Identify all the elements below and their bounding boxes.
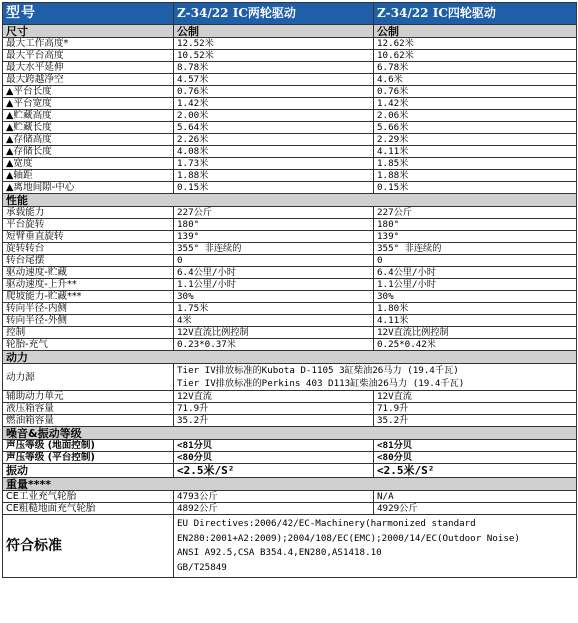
spec-label: 最大工作高度* — [3, 38, 174, 50]
spec-value-2wd: 1.88米 — [174, 170, 374, 182]
cert-line: EN280:2001+A2:2009);2004/108/EC(EMC);2000/14/EC(Outdoor Noise) — [177, 532, 520, 544]
section-noise-label: 噪音&振动等级 — [3, 427, 577, 440]
weight-group — [3, 491, 577, 515]
spec-row — [3, 440, 577, 452]
power-source-label: 动力源 — [3, 364, 174, 391]
spec-value-4wd: 12.62米 — [374, 38, 577, 50]
spec-value-4wd: N/A — [374, 491, 577, 503]
perf-group — [3, 207, 577, 351]
spec-row — [3, 464, 577, 478]
spec-value-2wd: 4892公斤 — [174, 503, 374, 515]
spec-label: 辅助动力单元 — [3, 391, 174, 403]
unit-label: 公制 — [374, 25, 577, 38]
spec-value-2wd: 2.00米 — [174, 110, 374, 122]
section-size — [3, 25, 577, 38]
spec-value-4wd: 355° 非连续的 — [374, 243, 577, 255]
spec-value-4wd: 139° — [374, 231, 577, 243]
spec-row — [3, 207, 577, 219]
spec-label: 最大平台高度 — [3, 50, 174, 62]
section-performance — [3, 194, 577, 207]
spec-row — [3, 291, 577, 303]
spec-value-4wd: 0.15米 — [374, 182, 577, 194]
spec-label: CE粗糙地面充气轮胎 — [3, 503, 174, 515]
spec-value-2wd: 4.57米 — [174, 74, 374, 86]
spec-value-2wd: 30% — [174, 291, 374, 303]
spec-row — [3, 339, 577, 351]
spec-value-4wd: 12V直流 — [374, 391, 577, 403]
spec-value-4wd: 0.25*0.42米 — [374, 339, 577, 351]
section-power-label: 动力 — [3, 351, 577, 364]
spec-label: ▲平台长度 — [3, 86, 174, 98]
spec-row — [3, 231, 577, 243]
spec-row — [3, 62, 577, 74]
spec-value-4wd: 0 — [374, 255, 577, 267]
spec-value-2wd: 1.73米 — [174, 158, 374, 170]
spec-value-4wd: 2.29米 — [374, 134, 577, 146]
spec-label: ▲存储长度 — [3, 146, 174, 158]
section-weight — [3, 478, 577, 491]
section-weight-label: 重量**** — [3, 478, 577, 491]
cert-line: EU Directives:2006/42/EC-Machinery(harmonized standard — [177, 518, 476, 529]
spec-value-4wd: 4.11米 — [374, 315, 577, 327]
spec-row — [3, 491, 577, 503]
spec-label: 最大跨越净空 — [3, 74, 174, 86]
cert-label: 符合标准 — [3, 515, 174, 578]
spec-label: ▲贮藏长度 — [3, 122, 174, 134]
spec-label: ▲存储高度 — [3, 134, 174, 146]
spec-value-4wd: <81分贝 — [374, 440, 577, 452]
spec-value-2wd: <80分贝 — [174, 452, 374, 464]
spec-value-4wd: 5.66米 — [374, 122, 577, 134]
dims-group — [3, 38, 577, 194]
spec-value-2wd: 0.76米 — [174, 86, 374, 98]
spec-row — [3, 243, 577, 255]
spec-label: 驱动速度-贮藏 — [3, 267, 174, 279]
spec-value-2wd: 4.08米 — [174, 146, 374, 158]
power-source-value — [174, 364, 577, 391]
spec-row — [3, 303, 577, 315]
model-2wd: Z-34/22 IC两轮驱动 — [174, 3, 374, 25]
spec-row — [3, 267, 577, 279]
spec-row — [3, 158, 577, 170]
spec-value-4wd: 4.11米 — [374, 146, 577, 158]
section-performance-label: 性能 — [3, 194, 577, 207]
spec-label: ▲离地间隙-中心 — [3, 182, 174, 194]
spec-label: 控制 — [3, 327, 174, 339]
power-source-line: Tier IV排放标准的Kubota D-1105 3缸柴油26马力 (19.4千瓦) — [177, 365, 459, 376]
spec-row — [3, 146, 577, 158]
spec-value-2wd: 4米 — [174, 315, 374, 327]
spec-row — [3, 122, 577, 134]
spec-value-2wd: 0.15米 — [174, 182, 374, 194]
spec-value-4wd: 1.88米 — [374, 170, 577, 182]
spec-value-2wd: 71.9升 — [174, 403, 374, 415]
spec-label: 声压等级 (地面控制) — [3, 440, 174, 452]
section-power — [3, 351, 577, 364]
spec-value-4wd: 10.62米 — [374, 50, 577, 62]
spec-value-4wd: 1.85米 — [374, 158, 577, 170]
spec-row — [3, 98, 577, 110]
spec-row — [3, 134, 577, 146]
spec-label: 轮胎-充气 — [3, 339, 174, 351]
spec-label: ▲轴距 — [3, 170, 174, 182]
spec-label: 声压等级 (平台控制) — [3, 452, 174, 464]
spec-value-4wd: 71.9升 — [374, 403, 577, 415]
spec-value-2wd: 12.52米 — [174, 38, 374, 50]
section-noise — [3, 427, 577, 440]
cert-value — [174, 515, 577, 578]
spec-value-4wd: 1.80米 — [374, 303, 577, 315]
spec-value-4wd: 180° — [374, 219, 577, 231]
spec-value-4wd: 2.06米 — [374, 110, 577, 122]
spec-label: 转台尾摆 — [3, 255, 174, 267]
model-4wd: Z-34/22 IC四轮驱动 — [374, 3, 577, 25]
spec-value-4wd: 35.2升 — [374, 415, 577, 427]
spec-row — [3, 110, 577, 122]
spec-value-4wd: 6.78米 — [374, 62, 577, 74]
spec-value-2wd: 2.26米 — [174, 134, 374, 146]
spec-value-2wd: 0 — [174, 255, 374, 267]
spec-label: 液压箱容量 — [3, 403, 174, 415]
spec-label: 转向半径-外侧 — [3, 315, 174, 327]
spec-row — [3, 279, 577, 291]
spec-row — [3, 255, 577, 267]
spec-row — [3, 50, 577, 62]
spec-value-2wd: 227公斤 — [174, 207, 374, 219]
spec-value-2wd: 1.42米 — [174, 98, 374, 110]
spec-value-2wd: 12V直流 — [174, 391, 374, 403]
spec-row — [3, 503, 577, 515]
cert-row — [3, 515, 577, 578]
model-label: 型号 — [3, 3, 174, 25]
spec-row — [3, 315, 577, 327]
spec-value-4wd: 12V直流比例控制 — [374, 327, 577, 339]
spec-row — [3, 415, 577, 427]
spec-label: 平台旋转 — [3, 219, 174, 231]
power-source-row — [3, 364, 577, 391]
power-group — [3, 391, 577, 427]
spec-value-4wd: <2.5米/S² — [374, 464, 577, 478]
spec-label: 驱动速度-上升** — [3, 279, 174, 291]
spec-label: ▲平台宽度 — [3, 98, 174, 110]
spec-value-4wd: 4929公斤 — [374, 503, 577, 515]
spec-value-4wd: 6.4公里/小时 — [374, 267, 577, 279]
spec-row — [3, 403, 577, 415]
spec-value-4wd: <80分贝 — [374, 452, 577, 464]
spec-row — [3, 182, 577, 194]
spec-value-2wd: 0.23*0.37米 — [174, 339, 374, 351]
spec-value-2wd: 1.1公里/小时 — [174, 279, 374, 291]
spec-value-2wd: 35.2升 — [174, 415, 374, 427]
spec-value-2wd: 8.78米 — [174, 62, 374, 74]
spec-label: 承载能力 — [3, 207, 174, 219]
spec-row — [3, 170, 577, 182]
cert-line: ANSI A92.5,CSA B354.4,EN280,AS1418.10 — [177, 547, 382, 558]
header-row — [3, 3, 577, 25]
spec-value-2wd: <2.5米/S² — [174, 464, 374, 478]
spec-label: 转向半径-内侧 — [3, 303, 174, 315]
spec-value-2wd: 4793公斤 — [174, 491, 374, 503]
spec-label: 短臂垂直旋转 — [3, 231, 174, 243]
spec-value-2wd: 1.75米 — [174, 303, 374, 315]
spec-label: 燃油箱容量 — [3, 415, 174, 427]
spec-row — [3, 38, 577, 50]
spec-row — [3, 391, 577, 403]
noise-group — [3, 440, 577, 478]
spec-row — [3, 74, 577, 86]
spec-label: 最大水平延伸 — [3, 62, 174, 74]
spec-table — [2, 2, 577, 578]
spec-row — [3, 452, 577, 464]
spec-label: 旋转转台 — [3, 243, 174, 255]
spec-row — [3, 86, 577, 98]
section-size-label: 尺寸 — [3, 25, 174, 38]
unit-label: 公制 — [174, 25, 374, 38]
spec-value-4wd: 0.76米 — [374, 86, 577, 98]
spec-row — [3, 219, 577, 231]
spec-value-2wd: 180° — [174, 219, 374, 231]
spec-label: ▲贮藏高度 — [3, 110, 174, 122]
spec-label: 爬坡能力-贮藏*** — [3, 291, 174, 303]
spec-value-4wd: 1.1公里/小时 — [374, 279, 577, 291]
spec-value-2wd: 355° 非连续的 — [174, 243, 374, 255]
spec-row — [3, 327, 577, 339]
spec-value-2wd: 139° — [174, 231, 374, 243]
spec-value-2wd: 5.64米 — [174, 122, 374, 134]
spec-value-2wd: <81分贝 — [174, 440, 374, 452]
spec-value-2wd: 12V直流比例控制 — [174, 327, 374, 339]
power-source-line: Tier IV排放标准的Perkins 403 D113缸柴油26马力 (19.4千瓦) — [177, 378, 465, 389]
spec-value-2wd: 6.4公里/小时 — [174, 267, 374, 279]
spec-value-4wd: 30% — [374, 291, 577, 303]
spec-label: 振动 — [3, 464, 174, 478]
spec-label: ▲宽度 — [3, 158, 174, 170]
spec-label: CE工业充气轮胎 — [3, 491, 174, 503]
spec-value-2wd: 10.52米 — [174, 50, 374, 62]
spec-value-4wd: 227公斤 — [374, 207, 577, 219]
spec-value-4wd: 1.42米 — [374, 98, 577, 110]
spec-value-4wd: 4.6米 — [374, 74, 577, 86]
cert-line: GB/T25849 — [177, 561, 227, 573]
